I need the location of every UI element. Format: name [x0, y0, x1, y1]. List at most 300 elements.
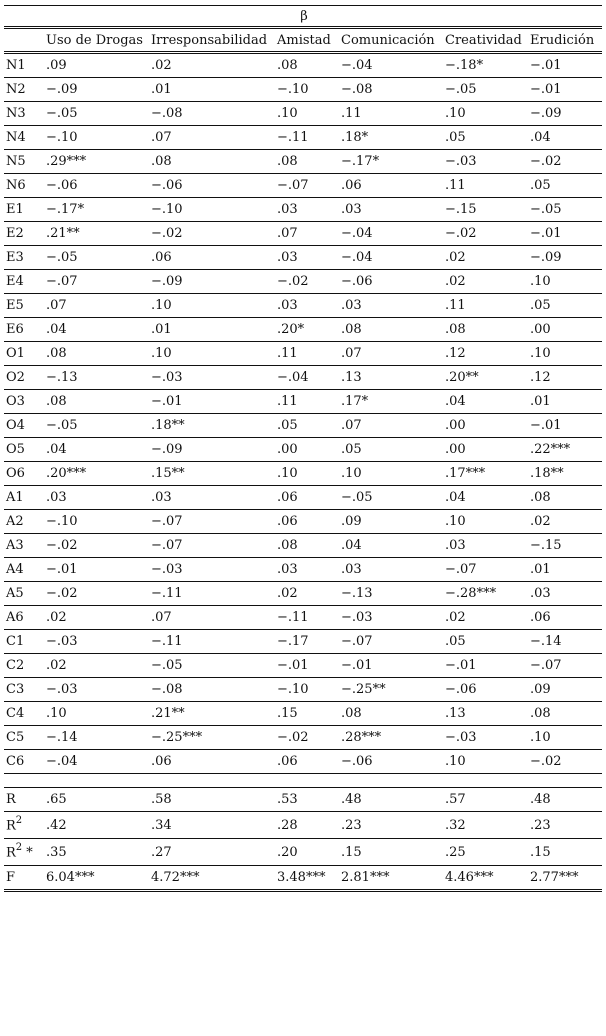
table-cell: .20***: [44, 462, 149, 486]
table-cell: .05: [528, 294, 602, 318]
table-cell: .10: [275, 102, 339, 126]
separator-cell: [275, 774, 339, 788]
table-row: [4, 534, 602, 558]
table-cell: −.01: [443, 654, 528, 678]
table-cell: .03: [44, 486, 149, 510]
row-label: N5: [4, 150, 44, 174]
table-cell: −.10: [275, 78, 339, 102]
row-label: O4: [4, 414, 44, 438]
table-cell: .03: [443, 534, 528, 558]
table-cell: .10: [443, 510, 528, 534]
table-cell: .06: [528, 606, 602, 630]
row-label: N6: [4, 174, 44, 198]
table-cell: −.06: [443, 678, 528, 702]
table-cell: −.09: [44, 78, 149, 102]
table-cell: −.05: [44, 246, 149, 270]
table-cell: .08: [528, 486, 602, 510]
summary-cell: .23: [528, 812, 602, 839]
table-cell: .01: [528, 390, 602, 414]
table-cell: −.06: [339, 750, 443, 774]
table-cell: .18**: [528, 462, 602, 486]
table-row: [4, 702, 602, 726]
table-cell: −.10: [44, 126, 149, 150]
table-cell: .00: [443, 414, 528, 438]
summary-cell: .23: [339, 812, 443, 839]
table-cell: −.09: [528, 246, 602, 270]
table-row: [4, 582, 602, 606]
table-cell: .11: [275, 342, 339, 366]
row-label: O2: [4, 366, 44, 390]
summary-cell: 4.72***: [149, 866, 275, 891]
table-cell: .15: [275, 702, 339, 726]
summary-cell: .28: [275, 812, 339, 839]
table-cell: −.10: [44, 510, 149, 534]
statistic-symbol: R: [6, 845, 16, 861]
table-row: [4, 438, 602, 462]
table-cell: −.01: [528, 53, 602, 78]
table-cell: .08: [275, 534, 339, 558]
table-cell: −.03: [149, 366, 275, 390]
table-cell: −.05: [339, 486, 443, 510]
summary-cell: .34: [149, 812, 275, 839]
table-cell: .00: [528, 318, 602, 342]
summary-cell: .48: [339, 788, 443, 812]
table-cell: −.09: [528, 102, 602, 126]
table-cell: .12: [528, 366, 602, 390]
table-cell: .08: [275, 53, 339, 78]
table-cell: .10: [528, 342, 602, 366]
table-row: [4, 414, 602, 438]
table-cell: .03: [339, 558, 443, 582]
table-cell: .08: [44, 342, 149, 366]
table-cell: −.03: [149, 558, 275, 582]
table-cell: .10: [528, 726, 602, 750]
table-cell: −.02: [528, 750, 602, 774]
row-label: E6: [4, 318, 44, 342]
table-cell: −.07: [528, 654, 602, 678]
table-row: [4, 174, 602, 198]
table-cell: −.07: [149, 510, 275, 534]
table-cell: .12: [443, 342, 528, 366]
summary-cell: .35: [44, 839, 149, 866]
table-cell: .06: [275, 510, 339, 534]
table-cell: .04: [528, 126, 602, 150]
summary-label: [4, 788, 44, 812]
table-cell: −.05: [443, 78, 528, 102]
summary-cell: .53: [275, 788, 339, 812]
table-cell: .10: [149, 294, 275, 318]
table-row: [4, 78, 602, 102]
table-cell: .08: [443, 318, 528, 342]
table-cell: .11: [443, 294, 528, 318]
row-label: N4: [4, 126, 44, 150]
row-label: O3: [4, 390, 44, 414]
table-cell: −.11: [149, 630, 275, 654]
table-row: [4, 222, 602, 246]
table-cell: −.01: [149, 390, 275, 414]
row-label: E4: [4, 270, 44, 294]
table-cell: .10: [339, 462, 443, 486]
row-label: C4: [4, 702, 44, 726]
table-cell: .05: [443, 126, 528, 150]
separator-cell: [339, 774, 443, 788]
row-label-header: [4, 28, 44, 53]
table-cell: .07: [275, 222, 339, 246]
table-cell: .04: [443, 390, 528, 414]
column-header: Amistad: [275, 28, 339, 53]
table-cell: .06: [149, 750, 275, 774]
table-cell: .11: [339, 102, 443, 126]
table-cell: .09: [339, 510, 443, 534]
table-cell: .10: [44, 702, 149, 726]
table-cell: −.13: [44, 366, 149, 390]
table-cell: −.06: [339, 270, 443, 294]
summary-cell: 2.81***: [339, 866, 443, 891]
table-cell: .08: [149, 150, 275, 174]
summary-cell: 3.48***: [275, 866, 339, 891]
separator-cell: [44, 774, 149, 788]
column-header: Comunicación: [339, 28, 443, 53]
table-cell: −.13: [339, 582, 443, 606]
row-label: A3: [4, 534, 44, 558]
table-cell: −.01: [339, 654, 443, 678]
table-cell: −.18*: [443, 53, 528, 78]
row-label: C5: [4, 726, 44, 750]
summary-cell: 2.77***: [528, 866, 602, 891]
table-cell: .01: [528, 558, 602, 582]
table-cell: .13: [339, 366, 443, 390]
table-cell: .20*: [275, 318, 339, 342]
summary-label: [4, 812, 44, 839]
table-cell: .07: [339, 414, 443, 438]
summary-row: [4, 788, 602, 812]
table-cell: .08: [339, 702, 443, 726]
summary-cell: 6.04***: [44, 866, 149, 891]
statistic-superscript: 2: [15, 815, 23, 827]
table-row: [4, 53, 602, 78]
table-cell: −.02: [275, 726, 339, 750]
table-cell: .03: [339, 198, 443, 222]
facet-rows: [4, 53, 602, 774]
table-cell: −.25**: [339, 678, 443, 702]
table-row: [4, 678, 602, 702]
table-cell: .10: [149, 342, 275, 366]
table-cell: .02: [528, 510, 602, 534]
table-cell: −.02: [149, 222, 275, 246]
column-header: Erudición: [528, 28, 602, 53]
table-cell: .06: [339, 174, 443, 198]
table-cell: .10: [443, 102, 528, 126]
table-cell: .01: [149, 318, 275, 342]
table-cell: .04: [44, 318, 149, 342]
table-row: [4, 294, 602, 318]
table-cell: .10: [275, 462, 339, 486]
table-row: [4, 654, 602, 678]
table-cell: −.04: [275, 366, 339, 390]
table-cell: .10: [528, 270, 602, 294]
row-label: N1: [4, 53, 44, 78]
table-cell: .17*: [339, 390, 443, 414]
table-cell: .04: [443, 486, 528, 510]
row-label: A6: [4, 606, 44, 630]
summary-cell: .15: [528, 839, 602, 866]
summary-row: [4, 866, 602, 891]
table-cell: −.15: [528, 534, 602, 558]
table-cell: .03: [149, 486, 275, 510]
table-cell: −.01: [275, 654, 339, 678]
column-header: Creatividad: [443, 28, 528, 53]
row-label: C3: [4, 678, 44, 702]
table-cell: −.09: [149, 270, 275, 294]
table-cell: −.02: [528, 150, 602, 174]
table-cell: −.11: [275, 606, 339, 630]
table-row: [4, 366, 602, 390]
row-label: E5: [4, 294, 44, 318]
table-cell: −.02: [44, 534, 149, 558]
table-cell: .11: [275, 390, 339, 414]
table-row: [4, 750, 602, 774]
table-cell: .05: [339, 438, 443, 462]
separator-cell: [4, 774, 44, 788]
row-label: A1: [4, 486, 44, 510]
summary-label: [4, 866, 44, 891]
beta-header-row: [4, 6, 602, 28]
table-row: [4, 726, 602, 750]
table-cell: .08: [44, 390, 149, 414]
table-cell: .10: [443, 750, 528, 774]
table-cell: −.03: [44, 630, 149, 654]
table-cell: −.03: [443, 726, 528, 750]
table-cell: −.17*: [44, 198, 149, 222]
table-cell: −.14: [528, 630, 602, 654]
row-label: A4: [4, 558, 44, 582]
table-row: [4, 198, 602, 222]
table-cell: .22***: [528, 438, 602, 462]
table-cell: .09: [528, 678, 602, 702]
table-cell: .07: [149, 606, 275, 630]
table-cell: −.02: [275, 270, 339, 294]
table-cell: .05: [275, 414, 339, 438]
separator-cell: [528, 774, 602, 788]
table-row: [4, 510, 602, 534]
table-cell: .08: [275, 150, 339, 174]
table-cell: −.04: [339, 222, 443, 246]
summary-cell: .58: [149, 788, 275, 812]
summary-cell: .15: [339, 839, 443, 866]
table-row: [4, 126, 602, 150]
table-cell: .18*: [339, 126, 443, 150]
table-row: [4, 558, 602, 582]
table-cell: .06: [275, 750, 339, 774]
table-cell: .21**: [149, 702, 275, 726]
table-cell: −.04: [339, 246, 443, 270]
row-label: N3: [4, 102, 44, 126]
table-cell: .03: [528, 582, 602, 606]
summary-row: [4, 839, 602, 866]
table-cell: −.06: [149, 174, 275, 198]
table-cell: .08: [528, 702, 602, 726]
table-cell: .13: [443, 702, 528, 726]
table-cell: .02: [149, 53, 275, 78]
summary-cell: .27: [149, 839, 275, 866]
row-label: A5: [4, 582, 44, 606]
table-cell: .20**: [443, 366, 528, 390]
table-cell: −.07: [339, 630, 443, 654]
table-cell: −.05: [44, 414, 149, 438]
table-row: [4, 630, 602, 654]
statistic-superscript: 2: [15, 842, 23, 854]
beta-symbol: β: [4, 6, 602, 28]
table-cell: −.11: [149, 582, 275, 606]
table-cell: −.08: [339, 78, 443, 102]
separator-row: [4, 774, 602, 788]
table-cell: .03: [275, 246, 339, 270]
table-cell: −.03: [44, 678, 149, 702]
row-label: C2: [4, 654, 44, 678]
table-cell: .15**: [149, 462, 275, 486]
table-cell: −.07: [443, 558, 528, 582]
table-cell: −.01: [44, 558, 149, 582]
table-cell: .04: [339, 534, 443, 558]
table-cell: .02: [44, 606, 149, 630]
table-cell: .00: [443, 438, 528, 462]
row-label: C6: [4, 750, 44, 774]
summary-cell: 4.46***: [443, 866, 528, 891]
table-cell: −.10: [149, 198, 275, 222]
table-row: [4, 462, 602, 486]
separator-cell: [443, 774, 528, 788]
table-row: [4, 342, 602, 366]
summary-cell: .20: [275, 839, 339, 866]
row-label: C1: [4, 630, 44, 654]
statistic-symbol: R: [6, 792, 16, 807]
table-cell: .02: [275, 582, 339, 606]
table-cell: .01: [149, 78, 275, 102]
table-cell: .02: [443, 246, 528, 270]
summary-label: [4, 839, 44, 866]
table-cell: −.05: [44, 102, 149, 126]
statistic-symbol: R: [6, 818, 16, 834]
table-cell: −.01: [528, 414, 602, 438]
table-row: [4, 318, 602, 342]
table-cell: .03: [275, 198, 339, 222]
table-cell: .17***: [443, 462, 528, 486]
table-cell: −.08: [149, 102, 275, 126]
table-cell: −.25***: [149, 726, 275, 750]
table-cell: .08: [339, 318, 443, 342]
table-cell: −.04: [339, 53, 443, 78]
row-label: O1: [4, 342, 44, 366]
table-cell: −.03: [443, 150, 528, 174]
table-cell: .03: [339, 294, 443, 318]
summary-row: [4, 812, 602, 839]
column-header: Uso de Drogas: [44, 28, 149, 53]
table-row: [4, 102, 602, 126]
summary-cell: .25: [443, 839, 528, 866]
table-cell: −.28***: [443, 582, 528, 606]
table-cell: .06: [149, 246, 275, 270]
table-cell: −.07: [275, 174, 339, 198]
summary-cell: .32: [443, 812, 528, 839]
summary-rows: [4, 774, 602, 891]
table-cell: .00: [275, 438, 339, 462]
table-cell: .07: [44, 294, 149, 318]
row-label: E3: [4, 246, 44, 270]
row-label: A2: [4, 510, 44, 534]
table-cell: .05: [528, 174, 602, 198]
row-label: N2: [4, 78, 44, 102]
table-cell: .03: [275, 294, 339, 318]
table-cell: .29***: [44, 150, 149, 174]
row-label: E1: [4, 198, 44, 222]
table-cell: .21**: [44, 222, 149, 246]
table-cell: −.05: [528, 198, 602, 222]
table-cell: .07: [149, 126, 275, 150]
table-cell: .02: [443, 606, 528, 630]
table-cell: .06: [275, 486, 339, 510]
row-label: E2: [4, 222, 44, 246]
table-row: [4, 246, 602, 270]
table-row: [4, 390, 602, 414]
table-cell: −.05: [149, 654, 275, 678]
table-row: [4, 486, 602, 510]
summary-cell: .65: [44, 788, 149, 812]
table-cell: −.04: [44, 750, 149, 774]
table-cell: .11: [443, 174, 528, 198]
table-cell: −.17: [275, 630, 339, 654]
beta-coefficients-table: [4, 5, 602, 892]
table-cell: −.14: [44, 726, 149, 750]
row-label: O5: [4, 438, 44, 462]
table-cell: −.15: [443, 198, 528, 222]
table-cell: .28***: [339, 726, 443, 750]
table-cell: .02: [443, 270, 528, 294]
table-cell: .05: [443, 630, 528, 654]
table-cell: −.02: [44, 582, 149, 606]
table-cell: −.01: [528, 78, 602, 102]
table-cell: −.07: [149, 534, 275, 558]
table-row: [4, 270, 602, 294]
table-cell: −.17*: [339, 150, 443, 174]
table-cell: −.06: [44, 174, 149, 198]
table-cell: −.02: [443, 222, 528, 246]
table-cell: −.10: [275, 678, 339, 702]
column-header-row: [4, 28, 602, 53]
table-cell: .07: [339, 342, 443, 366]
statistic-symbol: F: [6, 870, 16, 885]
separator-cell: [149, 774, 275, 788]
table-cell: .03: [275, 558, 339, 582]
table-cell: −.11: [275, 126, 339, 150]
summary-cell: .42: [44, 812, 149, 839]
table-row: [4, 150, 602, 174]
table-row: [4, 606, 602, 630]
table-cell: .18**: [149, 414, 275, 438]
table-cell: .09: [44, 53, 149, 78]
table-cell: .02: [44, 654, 149, 678]
row-label: O6: [4, 462, 44, 486]
table-cell: −.03: [339, 606, 443, 630]
statistic-suffix: *: [22, 845, 33, 861]
column-header: Irresponsabilidad: [149, 28, 275, 53]
summary-cell: .48: [528, 788, 602, 812]
table-cell: −.09: [149, 438, 275, 462]
table-cell: −.07: [44, 270, 149, 294]
table-cell: −.01: [528, 222, 602, 246]
summary-cell: .57: [443, 788, 528, 812]
table-cell: −.08: [149, 678, 275, 702]
table-cell: .04: [44, 438, 149, 462]
